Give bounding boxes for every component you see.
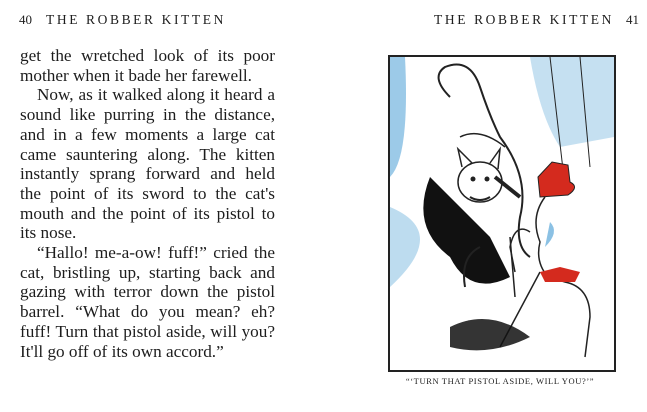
running-head-right: THE ROBBER KITTEN <box>434 12 614 27</box>
illustration <box>388 55 616 372</box>
cat-and-kitten-drawing <box>390 57 614 370</box>
page-number-left: 40 <box>19 12 32 27</box>
paragraph: get the wretched look of its poor mother when it bade her farewell. <box>20 46 275 85</box>
right-running-header <box>434 12 639 28</box>
left-running-header <box>19 12 226 28</box>
paragraph: Now, as it walked along it heard a sound like purring in the distance, and in a few moments a large cat came sauntering along. The kitten instantly sprang forward and held the point of its sword to the cat's mouth and the point of its pistol to its nose. <box>20 85 275 243</box>
running-head-left: THE ROBBER KITTEN <box>46 12 226 27</box>
left-page-body <box>20 46 275 361</box>
page-number-right: 41 <box>626 12 639 27</box>
paragraph: “Hallo! me-a-ow! fuff!” cried the cat, bristling up, starting back and gazing with terror down the pistol barrel. “What do you mean? eh? fuff! Turn that pistol aside, will you? It'll go off of its own accord.” <box>20 243 275 361</box>
illustration-caption: “‘TURN THAT PISTOL ASIDE, WILL YOU?’” <box>405 376 595 386</box>
